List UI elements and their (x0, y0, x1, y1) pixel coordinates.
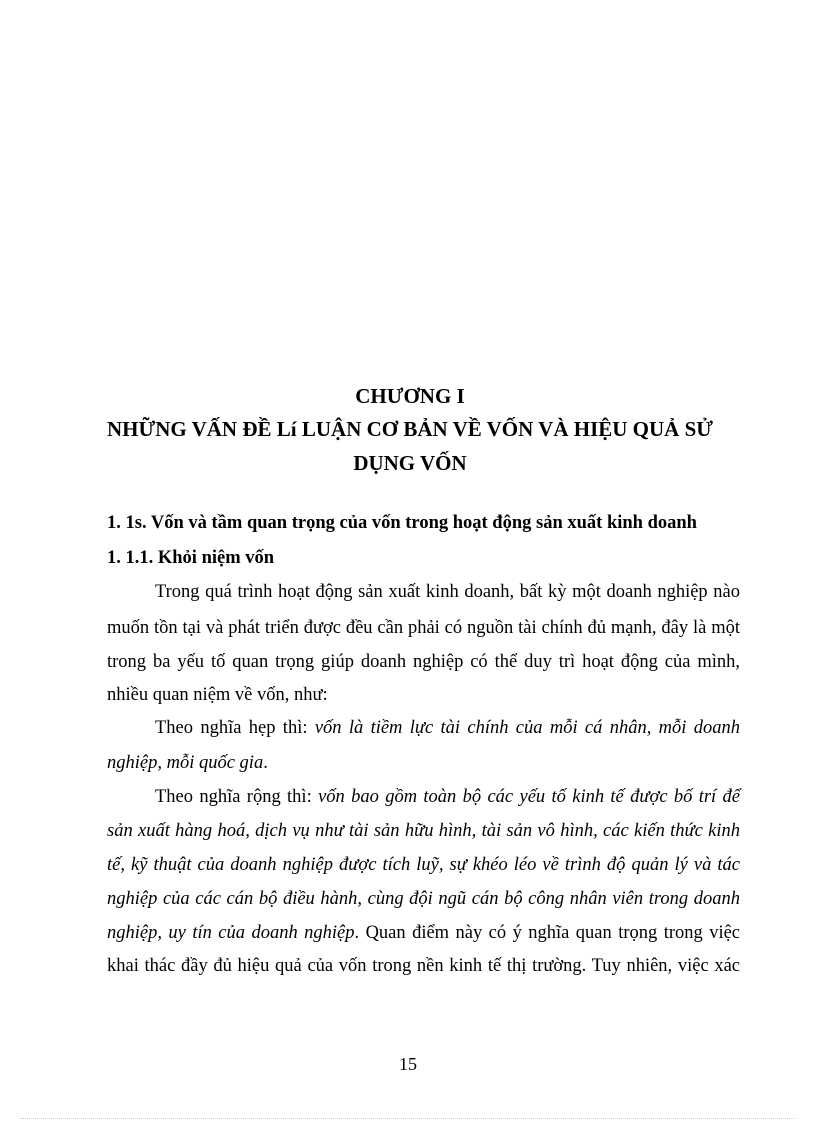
subsection-heading: 1. 1.1. Khỏi niệm vốn (107, 548, 275, 568)
paragraph-3-line-4: nghiệp của các cán bộ điều hành, cùng đội ngũ cán bộ công nhân viên trong doanh (107, 889, 740, 909)
paragraph-3-rest-5: . Quan điểm này có ý nghĩa quan trọng trong việc (354, 923, 741, 943)
page-number: 15 (399, 1054, 417, 1074)
paragraph-3-line-2: sản xuất hàng hoá, dịch vụ như tài sản hữu hình, tài sản vô hình, các kiến thức kinh (107, 821, 740, 841)
chapter-title-line-1: NHỮNG VẤN ĐỀ Lí LUẬN CƠ BẢN VỀ VỐN VÀ HIỆU QUẢ SỬ (107, 417, 713, 441)
footer-divider (20, 1118, 796, 1119)
paragraph-2-end: . (263, 753, 268, 773)
paragraph-2-line-2 (107, 753, 268, 774)
paragraph-1-line-3: trong ba yếu tố quan trọng giúp doanh nghiệp có thể duy trì hoạt động của mình, (107, 652, 740, 672)
paragraph-2-lead: Theo nghĩa hẹp thì: (155, 718, 315, 738)
paragraph-3-lead: Theo nghĩa rộng thì: (155, 787, 319, 807)
paragraph-2-italic-2: nghiệp, mỗi quốc gia (107, 753, 264, 773)
paragraph-3-line-3: tế, kỹ thuật của doanh nghiệp được tích luỹ, sự khéo léo về trình độ quản lý và tác (107, 855, 740, 875)
chapter-title-line-2: DỤNG VỐN (353, 451, 467, 475)
paragraph-3-line-5 (107, 923, 740, 944)
paragraph-2-line-1 (155, 718, 740, 739)
paragraph-1-line-1: Trong quá trình hoạt động sản xuất kinh doanh, bất kỳ một doanh nghiệp nào (155, 582, 740, 602)
paragraph-3-line-6: khai thác đầy đủ hiệu quả của vốn trong nền kinh tế thị trường. Tuy nhiên, việc xác (107, 956, 740, 976)
paragraph-3-italic-5: nghiệp, uy tín của doanh nghiệp (107, 923, 355, 943)
paragraph-1-line-2: muốn tồn tại và phát triển được đều cần phải có nguồn tài chính đủ mạnh, đây là một (107, 618, 740, 638)
paragraph-3-line-1 (155, 787, 740, 808)
paragraph-3-italic-1: vốn bao gồm toàn bộ các yếu tố kinh tế được bố trí để (318, 787, 740, 807)
paragraph-2-italic-1: vốn là tiềm lực tài chính của mỗi cá nhân, mỗi doanh (314, 718, 740, 738)
paragraph-1-line-4: nhiều quan niệm về vốn, như: (107, 685, 328, 705)
section-heading: 1. 1s. Vốn và tầm quan trọng của vốn trong hoạt động sản xuất kinh doanh (107, 513, 697, 533)
chapter-number: CHƯƠNG I (355, 384, 465, 408)
